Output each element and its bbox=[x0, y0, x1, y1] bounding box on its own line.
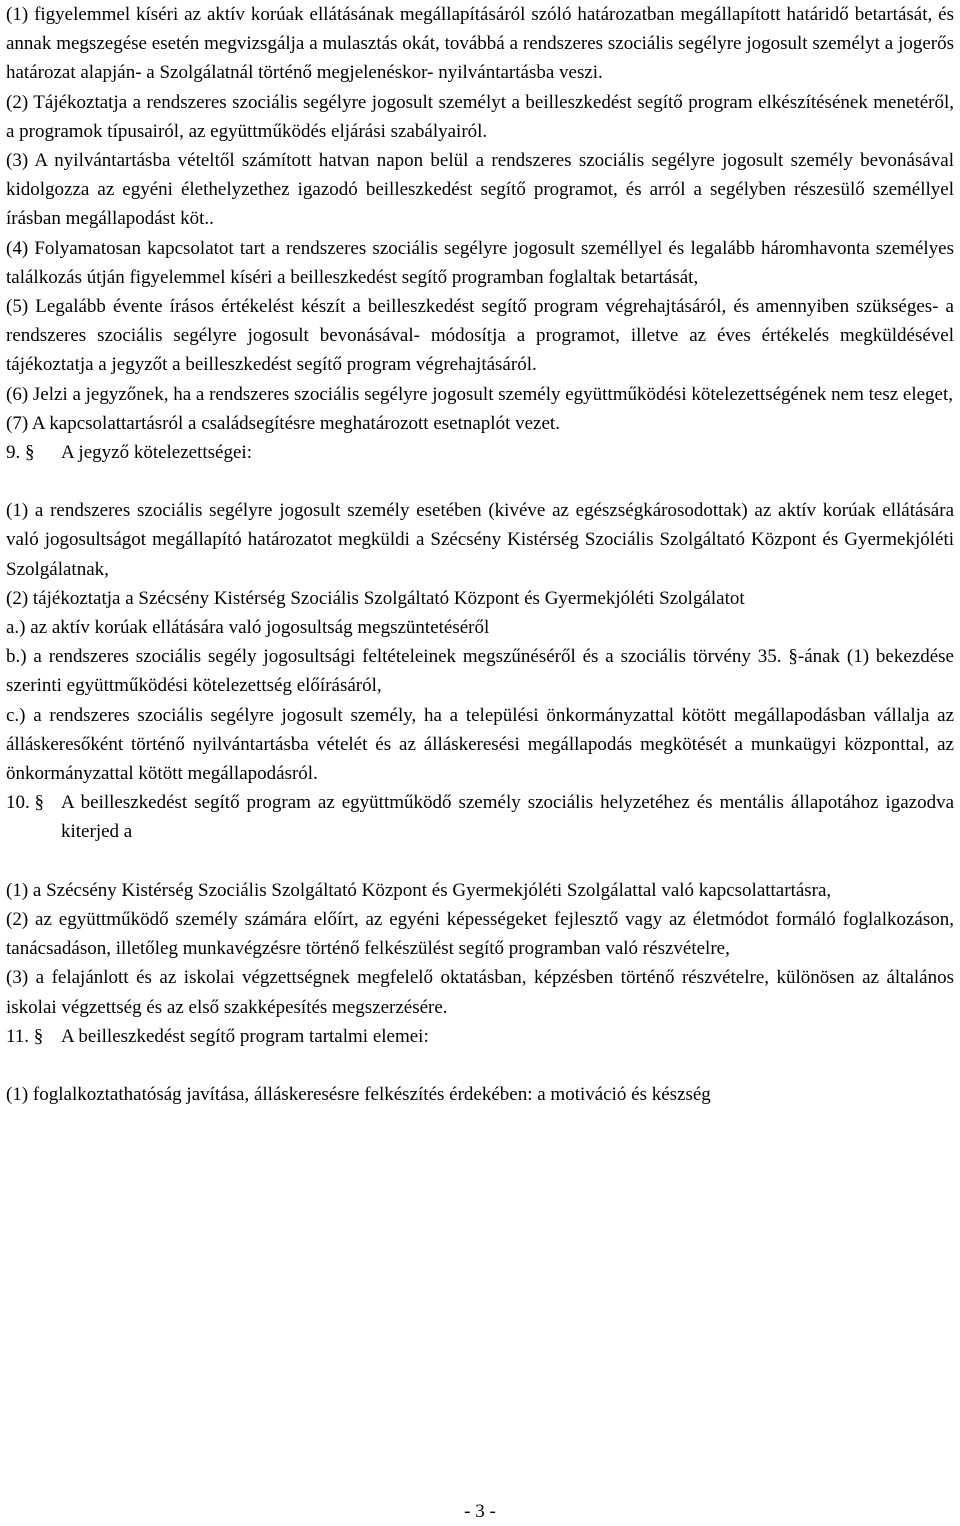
section-9-item-b: b.) a rendszeres szociális segély jogosultsági feltételeinek megszűnéséről és a szociális törvény 35. §-ának (1) bekezdése szerinti együttműködési kötelezettség előírásáról, bbox=[6, 646, 954, 697]
section-11-title: A beilleszkedést segítő program tartalmi elemei: bbox=[61, 1025, 429, 1047]
section-9-paragraph-2: (2) tájékoztatja a Szécsény Kistérség Szociális Szolgáltató Központ és Gyermekjóléti Szolgálatot bbox=[6, 587, 745, 609]
section-11-paragraph-1: (1) foglalkoztathatóság javítása, álláskeresésre felkészítés érdekében: a motiváció és készség bbox=[6, 1083, 711, 1105]
paragraph-6: (6) Jelzi a jegyzőnek, ha a rendszeres szociális segélyre jogosult személy együttműködési kötelezettségének nem tesz eleget, bbox=[6, 383, 954, 405]
section-11-heading bbox=[6, 1022, 954, 1051]
section-10-paragraph-1: (1) a Szécsény Kistérség Szociális Szolgáltató Központ és Gyermekjóléti Szolgálattal való kapcsolattartásra, bbox=[6, 879, 832, 901]
section-9-title: A jegyző kötelezettségei: bbox=[61, 442, 252, 464]
section-9-item-c: c.) a rendszeres szociális segélyre jogosult személy, ha a települési önkormányzattal kötött megállapodásban vállalja az álláskeresőként történő nyilvántartásba vételét és az álláskeresési megállapodás megkötését a munkaügyi központtal, az önkormányzattal kötött megállapodásról. bbox=[6, 704, 954, 785]
section-9-number: 9. § bbox=[6, 442, 35, 464]
section-11-number: 11. § bbox=[6, 1025, 44, 1047]
section-10-title: A beilleszkedést segítő program az együttműködő személy szociális helyzetéhez és mentális állapotához igazodva kiterjed a bbox=[61, 792, 954, 843]
section-10-heading bbox=[6, 788, 954, 846]
paragraph-5: (5) Legalább évente írásos értékelést készít a beilleszkedést segítő program végrehajtásáról, és amennyiben szükséges- a rendszeres szociális segélyre jogosult bevonásával- módosítja a programot, illetve az éves értékelés megküldésével tájékoztatja a jegyzőt a beilleszkedést segítő program végrehajtásáról. bbox=[6, 296, 954, 376]
section-9-paragraph-1: (1) a rendszeres szociális segélyre jogosult személy esetében (kivéve az egészségkárosodottak) az aktív korúak ellátására való jogosultságot megállapító határozatot megküldi a Szécsény Kistérség Szociális Szolgáltató Központ és Gyermekjóléti Szolgálatnak, bbox=[6, 500, 954, 580]
paragraph-3: (3) A nyilvántartásba vételtől számított hatvan napon belül a rendszeres szociális segélyre jogosult személy bevonásával kidolgozza az egyéni élethelyzethez igazodó beilleszkedést segítő programot, és arról a segélyben részesülő személlyel írásban megállapodást köt.. bbox=[6, 150, 954, 230]
section-10-paragraph-2: (2) az együttműködő személy számára előírt, az egyéni képességeket fejlesztő vagy az életmódot formáló foglalkozáson, tanácsadáson, illetőleg munkavégzésre történő felkészülést segítő programban való részvételre, bbox=[6, 908, 954, 960]
paragraph-7: (7) A kapcsolattartásról a családsegítésre meghatározott esetnaplót vezet. bbox=[6, 412, 560, 434]
section-10-paragraph-3: (3) a felajánlott és az iskolai végzettségnek megfelelő oktatásban, képzésben történő részvételre, különösen az általános iskolai végzettség és az első szakképesítés megszerzésére. bbox=[6, 967, 954, 1018]
section-9-heading bbox=[6, 438, 954, 467]
paragraph-4: (4) Folyamatosan kapcsolatot tart a rendszeres szociális segélyre jogosult személlyel és legalább háromhavonta személyes találkozás útján figyelemmel kíséri a beilleszkedést segítő programban foglaltak betartását, bbox=[6, 237, 954, 288]
section-9-item-a: a.) az aktív korúak ellátására való jogosultság megszüntetéséről bbox=[6, 617, 490, 639]
page-number: - 3 - bbox=[464, 1501, 496, 1522]
document-page bbox=[6, 0, 954, 1109]
paragraph-2: (2) Tájékoztatja a rendszeres szociális segélyre jogosult személyt a beilleszkedést segítő program elkészítésének menetéről, a programok típusairól, az együttműködés eljárási szabályairól. bbox=[6, 91, 954, 142]
section-10-number: 10. § bbox=[6, 792, 44, 814]
paragraph-1: (1) figyelemmel kíséri az aktív korúak ellátásának megállapításáról szóló határozatban megállapított határidő betartását, és annak megszegése esetén megvizsgálja a mulasztás okát, továbbá a rendszeres szociális segélyre jogosult személyt a jogerős határozat alapján- a Szolgálatnál történő megjelenéskor- nyilvántartásba veszi. bbox=[6, 4, 954, 84]
